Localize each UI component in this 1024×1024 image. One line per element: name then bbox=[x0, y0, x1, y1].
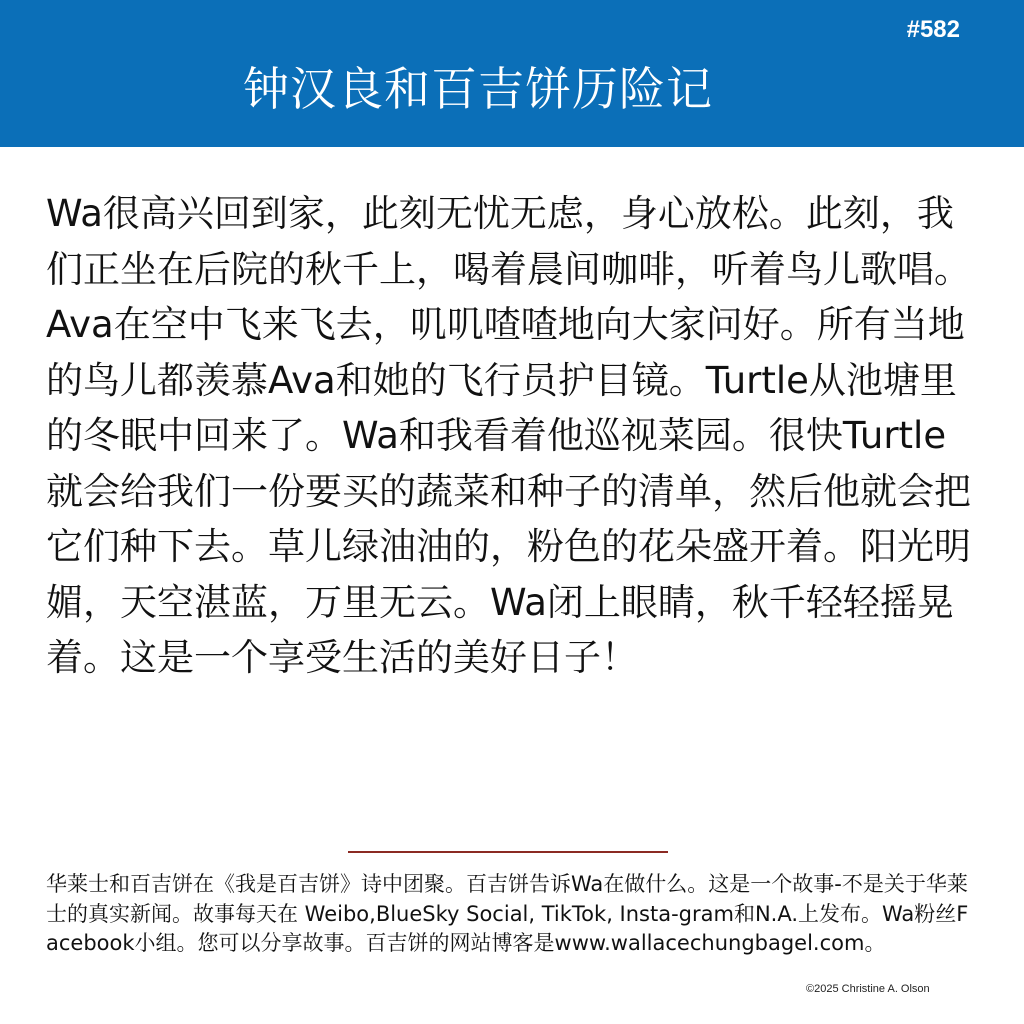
footer-divider bbox=[348, 851, 668, 853]
footer-note: 华莱士和百吉饼在《我是百吉饼》诗中团聚。百吉饼告诉Wa在做什么。这是一个故事-不是关于华莱士的真实新闻。故事每天在 Weibo,BlueSky Social, TikTok, Insta-gram和N.A.上发布。Wa粉丝Facebook小组。您可以分享故事。百吉饼的网站博客是www.wallacechungbagel.com。 bbox=[46, 872, 969, 955]
episode-number: #582 bbox=[906, 16, 960, 43]
title-banner bbox=[0, 0, 1024, 147]
story-text: Wa很高兴回到家，此刻无忧无虑，身心放松。此刻，我们正坐在后院的秋千上，喝着晨间咖啡，听着鸟儿歌唱。Ava在空中飞来飞去，叽叽喳喳地向大家问好。所有当地的鸟儿都羡慕Ava和她的飞行员护目镜。Turtle从池塘里的冬眠中回来了。Wa和我看着他巡视菜园。很快Turtle就会给我们一份要买的蔬菜和种子的清单，然后他就会把它们种下去。草儿绿油油的，粉色的花朵盛开着。阳光明媚，天空湛蓝，万里无云。Wa闭上眼睛，秋千轻轻摇晃着。这是一个享受生活的美好日子！ bbox=[46, 192, 971, 679]
page-title: 钟汉良和百吉饼历险记 bbox=[243, 62, 713, 116]
copyright-notice: ©2025 Christine A. Olson bbox=[806, 983, 930, 995]
